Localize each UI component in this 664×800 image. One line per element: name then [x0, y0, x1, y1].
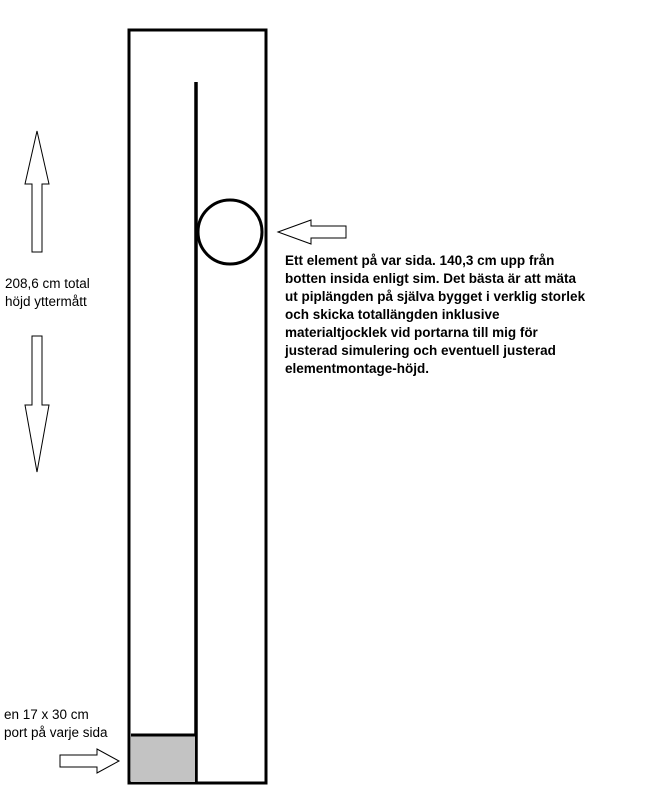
- element-arrow-left-icon: [278, 220, 346, 244]
- height-label: [5, 275, 90, 311]
- element-note-line: Ett element på var sida. 140,3 cm upp från: [285, 253, 555, 268]
- height-arrow-up-icon: [25, 131, 49, 252]
- port-label-line: port på varje sida: [4, 725, 108, 740]
- speaker-element: [198, 200, 262, 264]
- port-label: [4, 706, 108, 742]
- element-note-line: justerad simulering och eventuell justerad: [285, 343, 556, 358]
- port-box: [131, 735, 195, 782]
- element-note-line: materialtjocklek vid portarna till mig för: [285, 325, 538, 340]
- element-note: [285, 252, 585, 378]
- element-note-line: och skicka totallängden inklusive: [285, 307, 500, 322]
- height-arrow-down-icon: [25, 336, 49, 472]
- height-label-line: höjd yttermått: [5, 294, 87, 309]
- element-note-line: ut piplängden på själva bygget i verklig storlek: [285, 289, 586, 304]
- port-label-line: en 17 x 30 cm: [4, 707, 89, 722]
- port-arrow-right-icon: [60, 749, 119, 773]
- element-note-line: botten insida enligt sim. Det bästa är att mäta: [285, 271, 577, 286]
- height-label-line: 208,6 cm total: [5, 276, 90, 291]
- element-note-line: elementmontage-höjd.: [285, 361, 430, 376]
